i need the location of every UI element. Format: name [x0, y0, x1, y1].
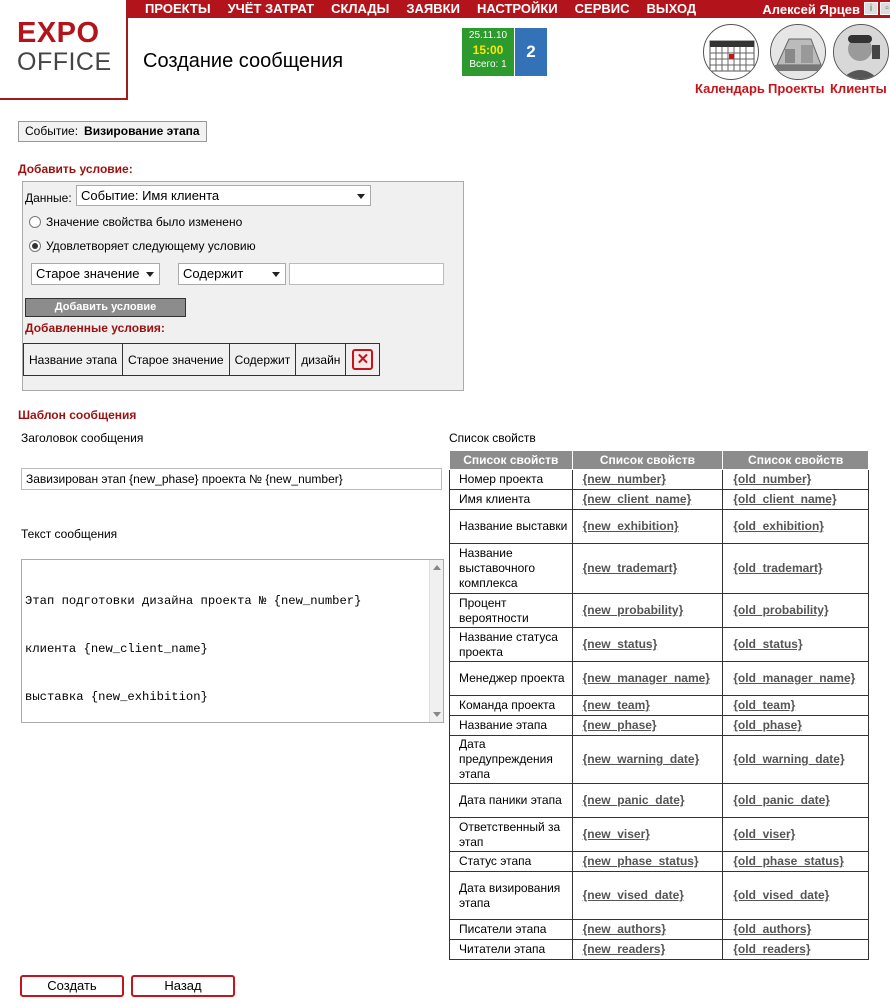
user-name[interactable]: Алексей Ярцев — [762, 2, 860, 17]
table-row — [450, 940, 869, 960]
table-row — [450, 628, 869, 662]
table-row — [450, 544, 869, 594]
prop-name: Имя клиента — [450, 490, 573, 510]
chevron-down-icon — [146, 272, 154, 277]
prop-new-var[interactable]: {new_vised_date} — [572, 872, 723, 920]
logo[interactable] — [0, 0, 128, 100]
properties-table — [449, 450, 869, 960]
prop-new-var[interactable]: {new_team} — [572, 696, 723, 716]
properties-label: Список свойств — [449, 431, 536, 445]
table-row — [450, 594, 869, 628]
scroll-down-icon[interactable] — [433, 712, 441, 717]
window-icon[interactable]: ▫ — [880, 2, 890, 15]
radio-changed[interactable] — [29, 215, 242, 229]
prop-old-var[interactable]: {old_phase_status} — [723, 852, 869, 872]
total: Всего: 1 — [469, 59, 507, 70]
condition-value-input[interactable] — [289, 263, 444, 285]
prop-old-var[interactable]: {old_warning_date} — [723, 736, 869, 784]
prop-old-var[interactable]: {old_vised_date} — [723, 872, 869, 920]
col-header: Список свойств — [572, 451, 723, 470]
prop-name: Статус этапа — [450, 852, 573, 872]
chevron-down-icon — [272, 272, 280, 277]
body-label: Текст сообщения — [21, 527, 118, 541]
prop-new-var[interactable]: {new_manager_name} — [572, 662, 723, 696]
calendar-icon[interactable] — [703, 24, 759, 80]
table-row — [450, 470, 869, 490]
prop-new-var[interactable]: {new_probability} — [572, 594, 723, 628]
data-select[interactable] — [76, 185, 371, 206]
table-row — [450, 784, 869, 818]
old-value-select[interactable] — [31, 263, 160, 285]
back-button[interactable]: Назад — [131, 975, 235, 997]
event-value: Визирование этапа — [84, 124, 200, 138]
table-row — [24, 344, 380, 376]
prop-name: Ответственный за этап — [450, 818, 573, 852]
cond-value-type: Старое значение — [123, 344, 230, 376]
page-title: Создание сообщения — [143, 50, 344, 72]
template-title: Шаблон сообщения — [18, 408, 137, 422]
prop-old-var[interactable]: {old_team} — [723, 696, 869, 716]
table-row — [450, 696, 869, 716]
nav-service[interactable]: СЕРВИС — [574, 1, 630, 16]
operator-select[interactable] — [178, 263, 286, 285]
event-label: Событие: — [25, 124, 79, 138]
logo-line1: EXPO — [17, 17, 100, 49]
radio-changed-circle[interactable] — [29, 216, 41, 228]
table-row — [450, 510, 869, 544]
notification-counter[interactable]: 2 — [515, 28, 547, 76]
table-row — [450, 716, 869, 736]
projects-icon[interactable] — [770, 24, 826, 80]
cond-field: Название этапа — [24, 344, 123, 376]
event-field — [18, 121, 207, 142]
prop-name: Команда проекта — [450, 696, 573, 716]
projects-link[interactable]: Проекты — [768, 81, 825, 96]
cond-delete-cell — [346, 344, 380, 376]
prop-new-var[interactable]: {new_phase} — [572, 716, 723, 736]
subject-label: Заголовок сообщения — [21, 431, 144, 445]
body-line: выставка {new_exhibition} — [25, 690, 208, 704]
prop-old-var[interactable]: {old_panic_date} — [723, 784, 869, 818]
textarea-scrollbar[interactable] — [429, 560, 443, 722]
top-nav-bar — [128, 0, 890, 18]
prop-name: Дата предупреждения этапа — [450, 736, 573, 784]
prop-old-var[interactable]: {old_probability} — [723, 594, 869, 628]
prop-old-var[interactable]: {old_client_name} — [723, 490, 869, 510]
delete-icon[interactable]: ✕ — [352, 349, 373, 370]
body-textarea[interactable] — [21, 559, 444, 723]
prop-new-var[interactable]: {new_client_name} — [572, 490, 723, 510]
prop-name: Дата паники этапа — [450, 784, 573, 818]
date-time-widget[interactable] — [462, 28, 514, 76]
table-row — [450, 818, 869, 852]
data-label: Данные: — [25, 191, 72, 205]
calendar-link[interactable]: Календарь — [695, 81, 765, 96]
body-line: Этап подготовки дизайна проекта № {new_number} — [25, 594, 362, 608]
table-row — [450, 490, 869, 510]
old-value-select-value: Старое значение — [36, 266, 140, 281]
table-row — [450, 852, 869, 872]
prop-new-var[interactable]: {new_exhibition} — [572, 510, 723, 544]
col-header: Список свойств — [450, 451, 573, 470]
add-condition-title: Добавить условие: — [18, 162, 133, 176]
prop-old-var[interactable]: {old_viser} — [723, 818, 869, 852]
prop-old-var[interactable]: {old_status} — [723, 628, 869, 662]
data-select-value: Событие: Имя клиента — [81, 188, 220, 203]
main-nav — [145, 1, 713, 17]
prop-name: Название выставки — [450, 510, 573, 544]
prop-new-var[interactable]: {new_status} — [572, 628, 723, 662]
prop-old-var[interactable]: {old_authors} — [723, 920, 869, 940]
chevron-down-icon — [357, 194, 365, 199]
table-row — [450, 920, 869, 940]
prop-new-var[interactable]: {new_panic_date} — [572, 784, 723, 818]
body-line: клиента {new_client_name} — [25, 642, 208, 656]
prop-name: Название выставочного комплекса — [450, 544, 573, 594]
table-row — [450, 662, 869, 696]
nav-settings[interactable]: НАСТРОЙКИ — [476, 1, 558, 16]
operator-select-value: Содержит — [183, 266, 244, 281]
added-conditions-table — [23, 343, 380, 376]
prop-old-var[interactable]: {old_trademart} — [723, 544, 869, 594]
prop-new-var[interactable]: {new_number} — [572, 470, 723, 490]
radio-changed-label: Значение свойства было изменено — [46, 215, 243, 229]
prop-new-var[interactable]: {new_warning_date} — [572, 736, 723, 784]
table-header-row — [450, 451, 869, 470]
prop-name: Процент вероятности — [450, 594, 573, 628]
nav-exit[interactable]: ВЫХОД — [646, 1, 697, 16]
prop-name: Название статуса проекта — [450, 628, 573, 662]
info-icon[interactable]: i — [864, 2, 878, 15]
nav-warehouses[interactable]: СКЛАДЫ — [331, 1, 390, 16]
radio-condition[interactable] — [29, 239, 256, 253]
nav-requests[interactable]: ЗАЯВКИ — [406, 1, 460, 16]
added-conditions-title: Добавленные условия: — [25, 321, 165, 335]
table-row — [450, 872, 869, 920]
prop-new-var[interactable]: {new_viser} — [572, 818, 723, 852]
prop-name: Писатели этапа — [450, 920, 573, 940]
create-button[interactable]: Создать — [20, 975, 124, 997]
table-row — [450, 736, 869, 784]
subject-input[interactable]: Завизирован этап {new_phase} проекта № {new_number} — [21, 468, 442, 490]
prop-old-var[interactable]: {old_number} — [723, 470, 869, 490]
add-condition-button[interactable]: Добавить условие — [25, 298, 186, 317]
scroll-up-icon[interactable] — [433, 565, 441, 570]
cond-value: дизайн — [296, 344, 346, 376]
time: 15:00 — [472, 43, 504, 57]
cond-operator: Содержит — [229, 344, 296, 376]
prop-name: Название этапа — [450, 716, 573, 736]
radio-condition-circle[interactable] — [29, 240, 41, 252]
prop-name: Дата визирования этапа — [450, 872, 573, 920]
prop-old-var[interactable]: {old_manager_name} — [723, 662, 869, 696]
nav-projects[interactable]: ПРОЕКТЫ — [145, 1, 211, 16]
prop-old-var[interactable]: {old_readers} — [723, 940, 869, 960]
clients-icon[interactable] — [833, 24, 889, 80]
date: 25.11.10 — [468, 30, 508, 41]
prop-name: Номер проекта — [450, 470, 573, 490]
logo-line2: OFFICE — [17, 48, 112, 76]
prop-name: Менеджер проекта — [450, 662, 573, 696]
prop-old-var[interactable]: {old_exhibition} — [723, 510, 869, 544]
prop-new-var[interactable]: {new_authors} — [572, 920, 723, 940]
prop-new-var[interactable]: {new_trademart} — [572, 544, 723, 594]
prop-new-var[interactable]: {new_readers} — [572, 940, 723, 960]
properties-body — [450, 470, 869, 960]
clients-link[interactable]: Клиенты — [830, 81, 887, 96]
radio-condition-label: Удовлетворяет следующему условию — [46, 239, 256, 253]
prop-name: Читатели этапа — [450, 940, 573, 960]
nav-costs[interactable]: УЧЁТ ЗАТРАТ — [227, 1, 315, 16]
prop-new-var[interactable]: {new_phase_status} — [572, 852, 723, 872]
prop-old-var[interactable]: {old_phase} — [723, 716, 869, 736]
add-condition-panel — [22, 181, 464, 391]
col-header: Список свойств — [723, 451, 869, 470]
